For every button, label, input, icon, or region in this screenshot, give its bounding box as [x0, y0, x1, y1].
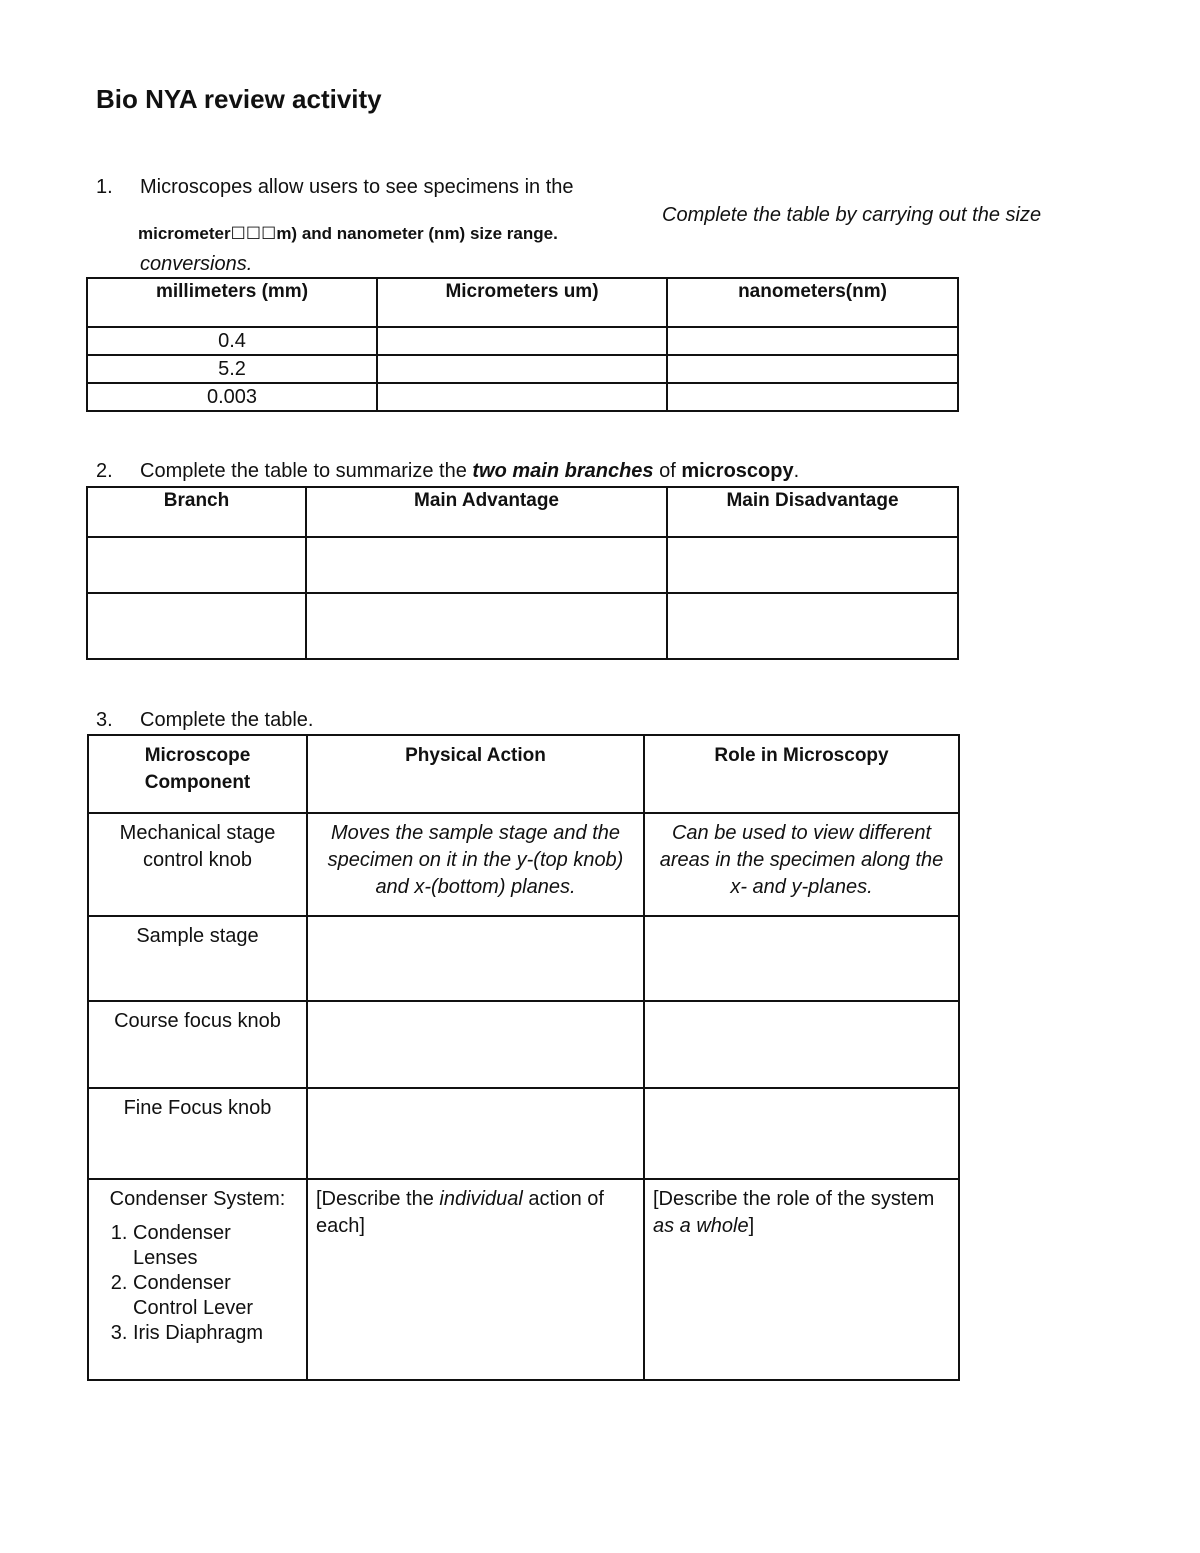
- condenser-action-emphasis: individual: [439, 1188, 523, 1210]
- mm-value: 0.4: [87, 327, 377, 355]
- advantage-answer-cell[interactable]: [306, 593, 667, 659]
- branches-table: [86, 486, 959, 660]
- table-row: [88, 1001, 959, 1088]
- list-item: 2. Condenser Control Lever: [133, 1271, 298, 1321]
- list-item: 3. Iris Diaphragm: [133, 1321, 298, 1346]
- role-answer-cell[interactable]: [644, 916, 959, 1001]
- um-answer-cell[interactable]: [377, 383, 667, 411]
- header-nanometers: nanometers(nm): [667, 278, 958, 327]
- page-title: Bio NYA review activity: [96, 84, 382, 114]
- question-3-text: Complete the table.: [140, 709, 314, 731]
- table-row: [88, 916, 959, 1001]
- condenser-parts-list: [97, 1221, 298, 1346]
- header-role-in-microscopy: Role in Microscopy: [644, 735, 959, 813]
- question-1-instruction: Complete the table by carrying out the size: [662, 204, 1042, 226]
- physical-action-answer-cell[interactable]: [307, 916, 644, 1001]
- branch-answer-cell[interactable]: [87, 593, 306, 659]
- physical-action-answer-cell[interactable]: [307, 1001, 644, 1088]
- um-answer-cell[interactable]: [377, 355, 667, 383]
- header-main-disadvantage: Main Disadvantage: [667, 487, 958, 537]
- condenser-action-cell[interactable]: [307, 1179, 644, 1380]
- condenser-action-pre: [Describe the: [316, 1188, 440, 1210]
- nm-answer-cell[interactable]: [667, 383, 958, 411]
- table-row: [87, 355, 958, 383]
- table-row: [87, 593, 958, 659]
- header-micrometers: Micrometers um): [377, 278, 667, 327]
- component-name: Sample stage: [88, 916, 307, 1001]
- question-2-text: [140, 460, 799, 483]
- branch-answer-cell[interactable]: [87, 537, 306, 593]
- q2-text-emphasis: two main branches: [472, 460, 654, 482]
- component-name: Course focus knob: [88, 1001, 307, 1088]
- condenser-role-post: ]: [748, 1215, 755, 1237]
- header-main-advantage: Main Advantage: [306, 487, 667, 537]
- condenser-action-post: action of each]: [316, 1188, 604, 1237]
- table-row: [88, 1179, 959, 1380]
- component-name: Mechanical stage control knob: [88, 813, 307, 916]
- table-row: [87, 537, 958, 593]
- condenser-role-emphasis: as a whole: [653, 1215, 749, 1237]
- table-row: [87, 383, 958, 411]
- question-1-instruction-cont: conversions.: [140, 253, 253, 275]
- physical-action-cell: Moves the sample stage and the specimen on it in the y-(top knob) and x-(bottom) planes.: [307, 813, 644, 916]
- components-table: [87, 734, 960, 1381]
- q2-text-pre: Complete the table to summarize the: [140, 460, 473, 482]
- table-row: [88, 813, 959, 916]
- conversion-table: [86, 277, 959, 412]
- list-item: 1. Condenser Lenses: [133, 1221, 298, 1271]
- condenser-component-cell: [88, 1179, 307, 1380]
- header-physical-action: Physical Action: [307, 735, 644, 813]
- nm-answer-cell[interactable]: [667, 327, 958, 355]
- role-answer-cell[interactable]: [644, 1001, 959, 1088]
- question-1-text: Microscopes allow users to see specimens in the: [140, 176, 574, 198]
- physical-action-answer-cell[interactable]: [307, 1088, 644, 1179]
- role-answer-cell[interactable]: [644, 1088, 959, 1179]
- q2-text-post: .: [793, 460, 800, 482]
- question-1-size-range: micrometer☐☐☐m) and nanometer (nm) size range.: [138, 224, 558, 243]
- condenser-role-pre: [Describe the role of the system: [653, 1188, 935, 1210]
- mm-value: 0.003: [87, 383, 377, 411]
- header-microscope-component: Microscope Component: [88, 735, 307, 813]
- disadvantage-answer-cell[interactable]: [667, 593, 958, 659]
- condenser-role-cell[interactable]: [644, 1179, 959, 1380]
- nm-answer-cell[interactable]: [667, 355, 958, 383]
- question-3-number: 3.: [96, 709, 113, 731]
- role-cell: Can be used to view different areas in the specimen along the x- and y-planes.: [644, 813, 959, 916]
- condenser-label: Condenser System:: [109, 1188, 286, 1210]
- advantage-answer-cell[interactable]: [306, 537, 667, 593]
- q2-text-mid: of: [653, 460, 682, 482]
- header-branch: Branch: [87, 487, 306, 537]
- table-row: [87, 327, 958, 355]
- component-name: Fine Focus knob: [88, 1088, 307, 1179]
- disadvantage-answer-cell[interactable]: [667, 537, 958, 593]
- question-2-number: 2.: [96, 460, 113, 482]
- q2-text-bold: microscopy: [681, 460, 794, 482]
- mm-value: 5.2: [87, 355, 377, 383]
- um-answer-cell[interactable]: [377, 327, 667, 355]
- question-1-number: 1.: [96, 176, 113, 198]
- table-row: [88, 1088, 959, 1179]
- header-millimeters: millimeters (mm): [87, 278, 377, 327]
